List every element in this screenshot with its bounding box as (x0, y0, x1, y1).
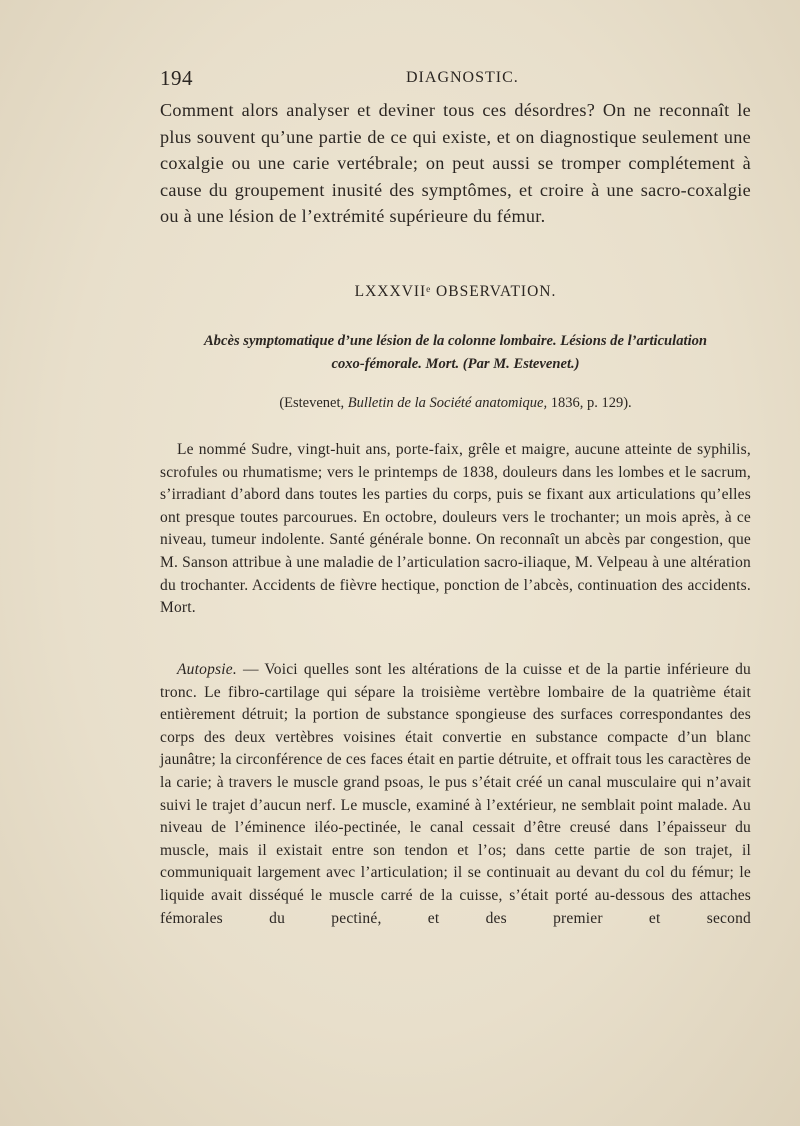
observation-title: LXXXVIIᵉ OBSERVATION. (354, 283, 557, 300)
autopsy-text: — Voici quelles sont les altérations de la cuisse et de la partie inférieure du tronc. Le fibro-cartilage qui sépare la troisième vertèbre lombaire de la quatrième était entièrement détruit; la portion de substance spongieuse des surfaces correspondantes des corps des deux vertèbres voisines était convertie en substance compacte d’un blanc jaunâtre; la circonférence de ces faces était en partie détruite, et offrait tous les caractères de la carie; à travers le muscle grand psoas, le pus s’était créé un canal musculaire qui n’avait suivi le trajet d’aucun nerf. Le muscle, examiné à l’extérieur, ne semblait point malade. Au niveau de l’éminence iléo-pectinée, le canal cessait d’être creusé dans l’épaisseur du muscle, mais il existait entre son tendon et l’os; dans cette partie de son trajet, il communiquait largement avec l’articulation; il se continuait au devant du col du fémur; le liquide avait disséqué le muscle carré de la cuisse, s’était porté au-dessous des attaches fémorales du pectiné, et des premier et second (160, 661, 751, 927)
paragraph-intro: Comment alors analyser et deviner tous ces désordres? On ne reconnaît le plus souvent qu’une partie de ce qui existe, et on diagnostique seulement une coxalgie ou une carie vertébrale; on peut aussi se tromper complétement à cause du groupement inusité des symptômes, et croire à une sacro-coxalgie ou à une lésion de l’extrémité supérieure du fémur. (160, 100, 751, 226)
reference-journal: Bulletin de la Société anatomique, (347, 395, 548, 411)
paragraph-case-history: Le nommé Sudre, vingt-huit ans, porte-faix, grêle et maigre, aucune atteinte de syphilis, scrofules ou rhumatisme; vers le printemps de 1838, douleurs dans les lombes et le sacrum, s’irradiant d’abord dans toutes les parties du corps, puis se fixant aux articulations qu’elles ont presque toutes parcourues. En octobre, douleurs vers le trochanter; un mois après, à ce niveau, tumeur indolente. Santé générale bonne. On reconnaît un abcès par congestion, que M. Sanson attribue à une maladie de l’articulation sacro-iliaque, M. Velpeau à une altération du trochanter. Accidents de fièvre hectique, ponction de l’abcès, continuation des accidents. Mort. (160, 441, 751, 617)
observation-subtitle (160, 330, 751, 376)
autopsy-lead: Autopsie. (177, 661, 237, 678)
bibliographic-reference (160, 395, 751, 412)
subtitle-line-2: coxo-fémorale. Mort. (Par M. Estevenet.) (331, 356, 580, 372)
page-number: 194 (160, 66, 193, 90)
reference-author: (Estevenet, (279, 395, 345, 411)
reference-details: 1836, p. 129). (550, 395, 632, 411)
paragraph-autopsy (160, 659, 751, 930)
page-header (160, 66, 600, 94)
running-title: DIAGNOSTIC. (406, 69, 519, 86)
subtitle-line-1: Abcès symptomatique d’une lésion de la colonne lombaire. Lésions de l’articulation (203, 333, 708, 349)
